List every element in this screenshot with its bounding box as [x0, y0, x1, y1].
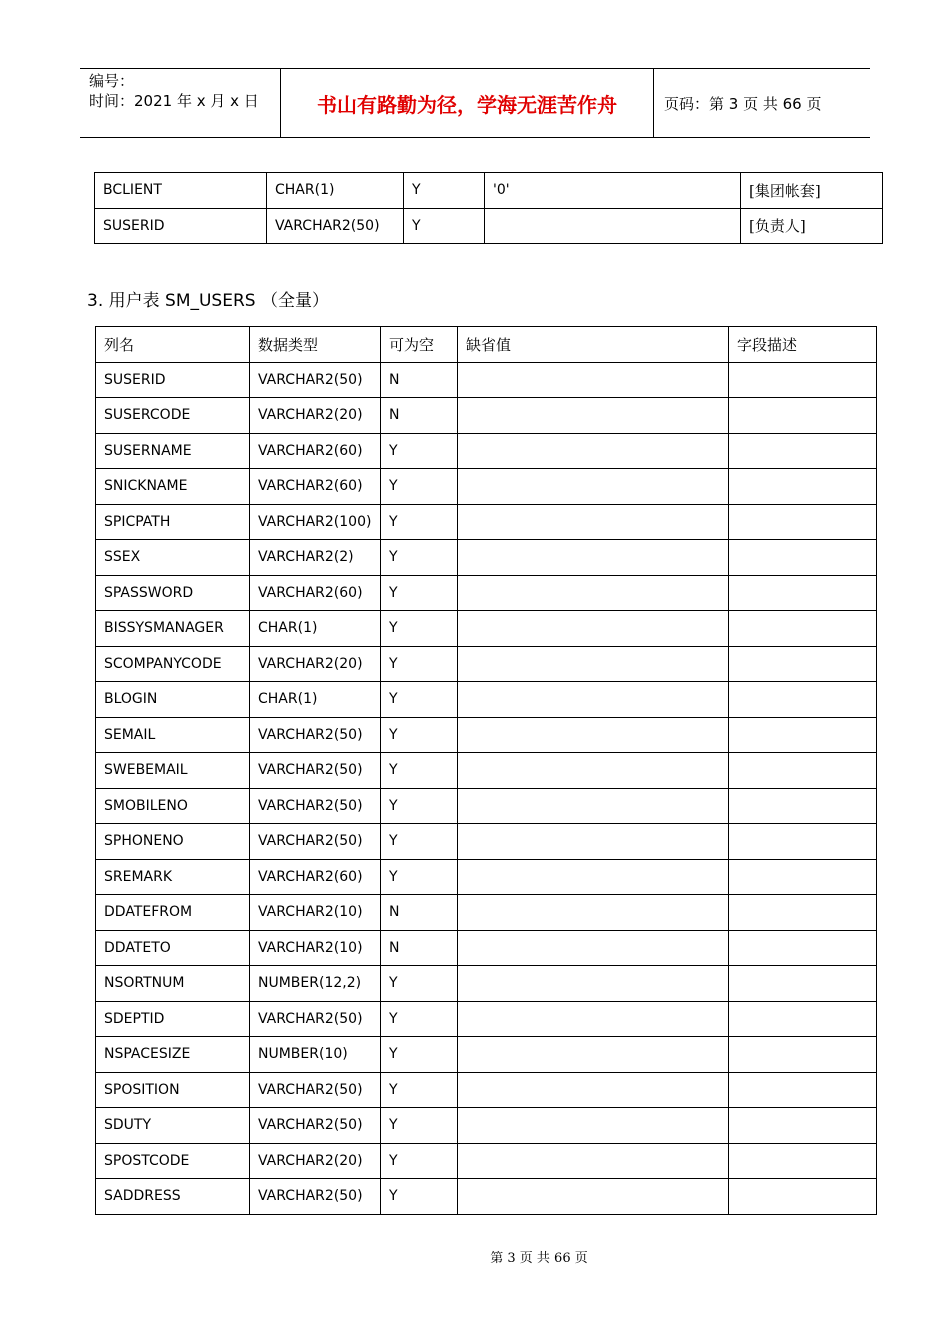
table-cell [729, 504, 877, 540]
table-cell [458, 859, 729, 895]
table-cell [458, 611, 729, 647]
table-cell [458, 1072, 729, 1108]
table-cell [729, 1108, 877, 1144]
table-cell [458, 469, 729, 505]
table-cell: N [381, 362, 458, 398]
table-cell [729, 398, 877, 434]
table-cell: DDATETO [96, 930, 250, 966]
table-cell: VARCHAR2(60) [250, 575, 381, 611]
table-cell [729, 1037, 877, 1073]
table-cell: VARCHAR2(50) [250, 362, 381, 398]
table-cell [458, 966, 729, 1002]
table-cell [729, 540, 877, 576]
table-cell: CHAR(1) [267, 173, 404, 209]
table-cell: DDATEFROM [96, 895, 250, 931]
table-cell: SADDRESS [96, 1179, 250, 1215]
table-cell: Y [381, 966, 458, 1002]
table-cell [729, 646, 877, 682]
table-cell: N [381, 398, 458, 434]
table-cell [458, 824, 729, 860]
continued-field-table [94, 172, 883, 244]
table-cell: BLOGIN [96, 682, 250, 718]
table-cell: [负责人] [741, 208, 883, 244]
table-cell: Y [381, 504, 458, 540]
table-cell [729, 930, 877, 966]
column-header: 列名 [96, 327, 250, 363]
users-table-body [96, 327, 877, 1215]
table-cell: [集团帐套] [741, 173, 883, 209]
table-cell: CHAR(1) [250, 682, 381, 718]
table-cell: Y [381, 682, 458, 718]
table-cell [458, 682, 729, 718]
column-header: 数据类型 [250, 327, 381, 363]
table-cell: SDEPTID [96, 1001, 250, 1037]
table-row [96, 611, 877, 647]
table-row [96, 540, 877, 576]
column-header: 字段描述 [729, 327, 877, 363]
table-cell [729, 1179, 877, 1215]
table-cell: SWEBEMAIL [96, 753, 250, 789]
header-page-info: 页码：第 3 页 共 66 页 [664, 94, 822, 113]
table-cell [458, 1001, 729, 1037]
table-cell: Y [381, 1143, 458, 1179]
table-cell: Y [381, 1001, 458, 1037]
table-cell [458, 1108, 729, 1144]
table-cell: SUSERID [96, 362, 250, 398]
table-cell: N [381, 930, 458, 966]
table-row [96, 717, 877, 753]
table-cell [458, 504, 729, 540]
table-cell: Y [381, 1108, 458, 1144]
table-cell [458, 753, 729, 789]
table-cell: SCOMPANYCODE [96, 646, 250, 682]
table-cell: VARCHAR2(10) [250, 895, 381, 931]
table-cell: VARCHAR2(60) [250, 433, 381, 469]
header-meta [80, 69, 281, 137]
table-row [96, 575, 877, 611]
table-cell: VARCHAR2(10) [250, 930, 381, 966]
table-cell: Y [381, 788, 458, 824]
table-cell [458, 1179, 729, 1215]
table-cell: NSORTNUM [96, 966, 250, 1002]
continued-table-body [95, 173, 883, 244]
table-cell: VARCHAR2(50) [250, 1001, 381, 1037]
table-cell [729, 469, 877, 505]
table-cell: VARCHAR2(50) [250, 1108, 381, 1144]
table-cell [458, 575, 729, 611]
table-cell [729, 682, 877, 718]
table-cell: VARCHAR2(20) [250, 398, 381, 434]
table-row [96, 788, 877, 824]
table-cell: Y [381, 824, 458, 860]
table-cell [729, 788, 877, 824]
table-cell: SPASSWORD [96, 575, 250, 611]
table-cell: NUMBER(10) [250, 1037, 381, 1073]
users-field-table [95, 326, 877, 1215]
table-row [96, 433, 877, 469]
table-row [96, 1037, 877, 1073]
table-row [96, 930, 877, 966]
table-cell: BISSYSMANAGER [96, 611, 250, 647]
table-cell [729, 824, 877, 860]
table-cell [729, 611, 877, 647]
table-cell: Y [381, 1072, 458, 1108]
table-header-row [96, 327, 877, 363]
table-cell: VARCHAR2(50) [250, 1179, 381, 1215]
table-cell: VARCHAR2(50) [250, 824, 381, 860]
table-cell: SMOBILENO [96, 788, 250, 824]
table-row [95, 208, 883, 244]
table-cell: SREMARK [96, 859, 250, 895]
table-row [96, 1072, 877, 1108]
table-cell: VARCHAR2(20) [250, 1143, 381, 1179]
table-cell: Y [381, 575, 458, 611]
page-header [80, 68, 870, 138]
table-row [96, 469, 877, 505]
table-cell [729, 1143, 877, 1179]
table-cell: Y [381, 859, 458, 895]
table-row [96, 504, 877, 540]
section-title: 3. 用户表 SM_USERS （全量） [87, 291, 329, 311]
table-cell: SUSERNAME [96, 433, 250, 469]
table-row [96, 1001, 877, 1037]
table-row [96, 646, 877, 682]
table-row [96, 398, 877, 434]
table-cell [458, 1143, 729, 1179]
table-cell: Y [381, 433, 458, 469]
table-cell: Y [404, 208, 485, 244]
table-cell: CHAR(1) [250, 611, 381, 647]
header-motto-cell [281, 69, 654, 137]
table-cell [729, 433, 877, 469]
table-cell: Y [381, 1037, 458, 1073]
table-cell: Y [381, 717, 458, 753]
table-cell: Y [381, 611, 458, 647]
table-cell: SPHONENO [96, 824, 250, 860]
table-cell [729, 966, 877, 1002]
table-cell: SPOSITION [96, 1072, 250, 1108]
table-row [96, 859, 877, 895]
header-motto: 书山有路勤为径，学海无涯苦作舟 [317, 92, 617, 117]
table-cell: SDUTY [96, 1108, 250, 1144]
table-cell [458, 540, 729, 576]
table-cell [458, 433, 729, 469]
table-cell [485, 208, 741, 244]
table-cell: SPICPATH [96, 504, 250, 540]
table-cell [458, 362, 729, 398]
table-cell: Y [381, 646, 458, 682]
column-header: 可为空 [381, 327, 458, 363]
table-cell: NSPACESIZE [96, 1037, 250, 1073]
table-row [96, 895, 877, 931]
table-cell [729, 1072, 877, 1108]
table-cell [458, 895, 729, 931]
table-cell: NUMBER(12,2) [250, 966, 381, 1002]
table-cell: VARCHAR2(20) [250, 646, 381, 682]
table-cell [729, 859, 877, 895]
table-row [96, 966, 877, 1002]
table-cell: '0' [485, 173, 741, 209]
table-row [96, 1108, 877, 1144]
table-cell: SUSERCODE [96, 398, 250, 434]
table-cell [458, 717, 729, 753]
table-cell: VARCHAR2(60) [250, 859, 381, 895]
table-cell: VARCHAR2(50) [250, 1072, 381, 1108]
table-cell: BCLIENT [95, 173, 267, 209]
document-time-label: 时间：2021 年 x 月 x 日 [89, 92, 259, 110]
table-cell [729, 362, 877, 398]
table-cell: N [381, 895, 458, 931]
table-cell: Y [404, 173, 485, 209]
table-cell: VARCHAR2(50) [250, 717, 381, 753]
table-cell: SUSERID [95, 208, 267, 244]
table-cell [458, 398, 729, 434]
table-cell [729, 753, 877, 789]
table-cell: SPOSTCODE [96, 1143, 250, 1179]
table-cell: Y [381, 1179, 458, 1215]
table-row [96, 824, 877, 860]
table-cell [458, 930, 729, 966]
column-header: 缺省值 [458, 327, 729, 363]
table-row [96, 1143, 877, 1179]
table-cell: SEMAIL [96, 717, 250, 753]
table-cell: SSEX [96, 540, 250, 576]
table-cell [729, 575, 877, 611]
page-footer: 第 3 页 共 66 页 [490, 1251, 588, 1266]
table-cell: VARCHAR2(60) [250, 469, 381, 505]
table-cell [458, 788, 729, 824]
table-cell: VARCHAR2(100) [250, 504, 381, 540]
table-cell: VARCHAR2(50) [250, 788, 381, 824]
table-cell: VARCHAR2(2) [250, 540, 381, 576]
table-row [96, 753, 877, 789]
table-cell [458, 1037, 729, 1073]
table-cell: SNICKNAME [96, 469, 250, 505]
table-row [96, 362, 877, 398]
table-cell: VARCHAR2(50) [267, 208, 404, 244]
table-row [95, 173, 883, 209]
table-row [96, 682, 877, 718]
table-cell: VARCHAR2(50) [250, 753, 381, 789]
table-cell: Y [381, 540, 458, 576]
table-cell [729, 717, 877, 753]
document-number-label: 编号： [89, 72, 135, 90]
table-cell: Y [381, 753, 458, 789]
table-cell [729, 1001, 877, 1037]
table-cell: Y [381, 469, 458, 505]
table-row [96, 1179, 877, 1215]
table-cell [729, 895, 877, 931]
table-cell [458, 646, 729, 682]
